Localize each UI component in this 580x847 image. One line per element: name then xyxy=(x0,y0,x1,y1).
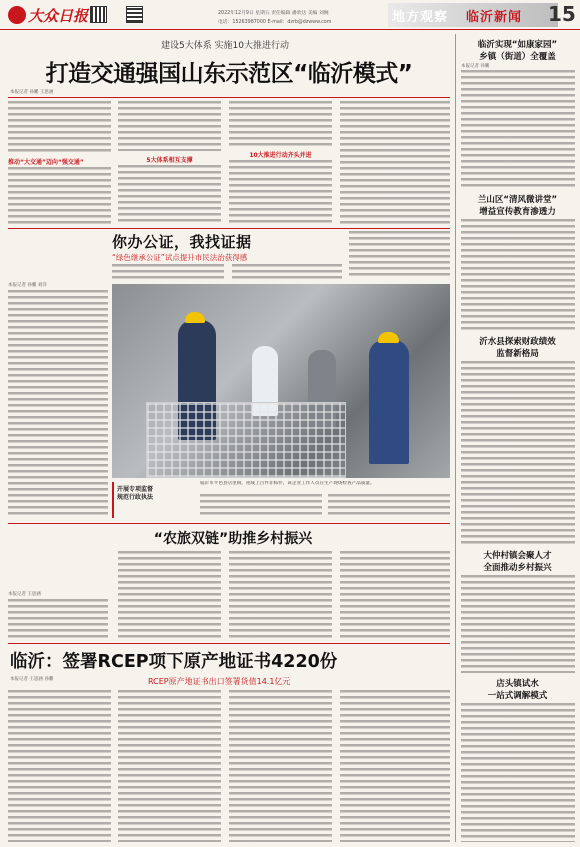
bottom-col-1 xyxy=(8,690,111,842)
feature-caption-box xyxy=(112,482,196,518)
lead-col-1b xyxy=(8,167,111,224)
parts-cage xyxy=(146,402,346,478)
caption-left-title: 开展专项监督 规范行政执法 xyxy=(117,486,154,501)
worker-4 xyxy=(369,340,409,464)
sidebar-text-5 xyxy=(461,703,575,842)
section-label-gray: 地方观察 xyxy=(392,10,449,25)
sidebar-h2-line1: 兰山区“清风微讲堂” xyxy=(477,195,558,205)
lead-rule xyxy=(8,97,450,98)
sidebar-h5-line1: 店头镇试水 xyxy=(496,679,539,689)
sidebar-h2-line2: 增益宣传教育渗透力 xyxy=(479,207,556,217)
sidebar-divider xyxy=(455,34,456,842)
lead-col-2b xyxy=(118,165,221,224)
lead-headline: 打造交通强国山东示范区“临沂模式” xyxy=(45,61,413,87)
sidebar-text-3 xyxy=(461,361,575,545)
sidebar-h3-line1: 沂水县探索财政绩效 xyxy=(479,337,556,347)
hardhat-icon xyxy=(185,312,205,323)
second-col-4 xyxy=(340,551,450,639)
sidebar-text-1 xyxy=(461,70,575,190)
lead-col-2a xyxy=(118,101,221,151)
lead-kicker: 建设5大体系 实施10大推进行动 xyxy=(160,41,290,51)
hardhat-icon-2 xyxy=(378,332,399,343)
sidebar-text-2 xyxy=(461,219,575,331)
sidebar-h3-line2: 监督新格局 xyxy=(496,349,539,359)
sidebar-h4-line2: 全面推动乡村振兴 xyxy=(483,563,552,573)
qr-code-icon-2 xyxy=(126,6,143,23)
section-label-red: 临沂新闻 xyxy=(466,10,523,25)
logo-text: 大众日报 xyxy=(28,7,89,25)
lead-col-1a xyxy=(8,101,111,154)
bottom-subtitle: RCEP原产地证书出口签署货值14.1亿元 xyxy=(148,677,291,686)
lead-byline: 本报记者 孙鹏 王思涵 xyxy=(10,90,54,95)
feature-photo-caption: 临沂市平邑县店里镇，拍成上百件非标件，该企业工作人员在生产现场检查产品质量。 xyxy=(200,481,375,486)
bottom-col-3 xyxy=(229,690,332,842)
feature-col-below-2 xyxy=(328,494,450,518)
feature-top-text-1 xyxy=(112,264,224,279)
feature-subtitle: “绿色继承公证”试点提升市民法治获得感 xyxy=(112,253,248,262)
bottom-byline: 本报记者 王思涵 孙鹏 xyxy=(10,677,54,682)
lead-col-3b xyxy=(229,160,332,224)
sidebar-byline-1: 本报记者 孙鹏 xyxy=(461,64,490,69)
feature-rule xyxy=(8,228,450,229)
feature-headline: 你办公证，我找证据 xyxy=(112,233,252,251)
second-col-2 xyxy=(118,551,221,639)
contact-line: 电话：15263987000 E-mail：dzrb@dzwww.com xyxy=(218,20,332,25)
second-byline: 本报记者 王思涵 xyxy=(8,592,41,597)
lead-subhead-3: 10大推进行动齐头并进 xyxy=(249,152,312,159)
lead-col-4 xyxy=(340,101,450,224)
second-col-3 xyxy=(229,551,332,639)
feature-col-1 xyxy=(8,290,108,518)
bottom-col-2 xyxy=(118,690,221,842)
bottom-headline: 临沂：签署RCEP项下原产地证书4220份 xyxy=(10,652,338,672)
qr-code-icon xyxy=(90,6,107,23)
sidebar-h5-line2: 一站式调解模式 xyxy=(487,691,548,701)
lead-subhead-1: 推动“大交通”迈向“强交通” xyxy=(8,159,84,166)
bottom-col-4 xyxy=(340,690,450,842)
feature-col-below-1 xyxy=(200,494,322,518)
feature-top-text-2 xyxy=(232,264,342,279)
sidebar-h1-line1: 临沂实现“如康家园” xyxy=(477,40,558,50)
feature-byline: 本报记者 孙鹏 刘洋 xyxy=(8,283,47,288)
sidebar-text-4 xyxy=(461,575,575,673)
newspaper-logo xyxy=(8,6,26,24)
lead-subhead-2: 5大体系相互支撑 xyxy=(146,157,193,164)
date-line: 2022年12月9日 星期五 责任编辑 潘欣达 美编 刘婉 xyxy=(218,11,329,16)
feature-photo xyxy=(112,284,450,478)
bottom-rule xyxy=(8,643,450,644)
second-col-1 xyxy=(8,599,108,639)
second-rule xyxy=(8,523,450,524)
sidebar-h4-line1: 大仲村镇会聚人才 xyxy=(483,551,552,561)
feature-top-text-3 xyxy=(349,231,450,279)
lead-col-3a xyxy=(229,101,332,146)
sidebar-h1-line2: 乡镇（街道）全覆盖 xyxy=(479,52,556,62)
masthead xyxy=(0,0,580,30)
page-number: 15 xyxy=(548,2,576,26)
second-headline: “农旅双链”助推乡村振兴 xyxy=(153,531,313,547)
